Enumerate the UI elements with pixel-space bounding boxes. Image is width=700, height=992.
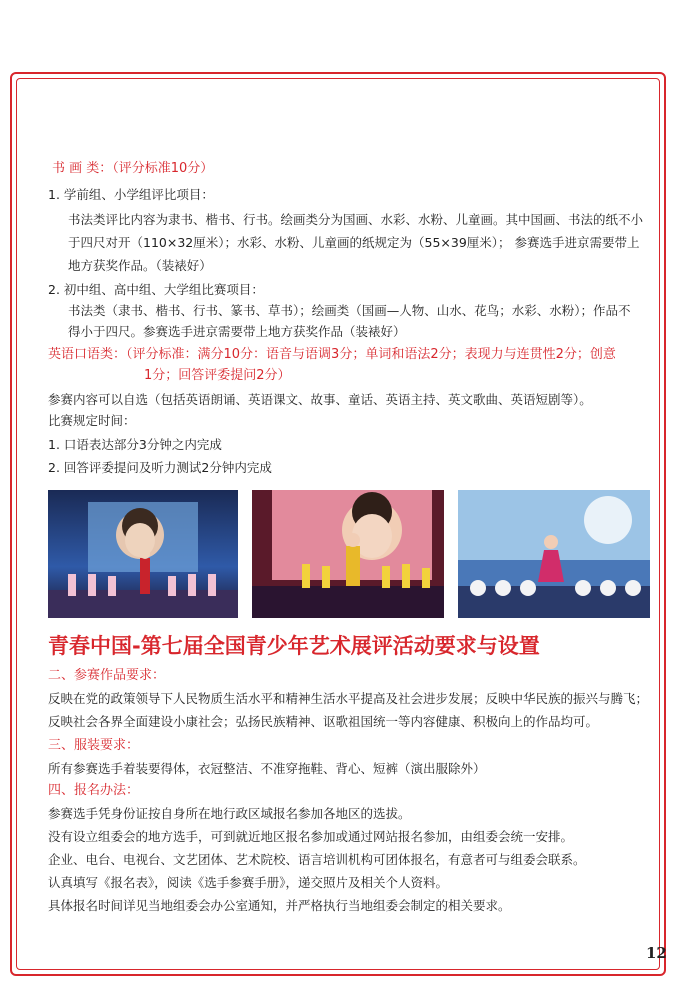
section-text: 认真填写《报名表》，阅读《选手参赛手册》，递交照片及相关个人资料。 — [48, 875, 449, 890]
section-text: 企业、电台、电视台、文艺团体、艺术院校、语言培训机构可团体报名，有意者可与组委会联系。 — [48, 852, 586, 867]
section-text: 没有设立组委会的地方选手，可到就近地区报名参加或通过网站报名参加，由组委会统一安排。 — [48, 829, 574, 844]
calligraphy-item2-title: 2. 初中组、高中组、大学组比赛项目： — [48, 282, 264, 297]
main-title: 青春中国-第七届全国青少年艺术展评活动要求与设置 — [48, 634, 540, 658]
calligraphy-item1-text: 地方获奖作品。（装裱好） — [68, 258, 212, 273]
calligraphy-item2-text: 书法类（隶书、楷书、行书、篆书、草书）；绘画类（国画—人物、山水、花鸟；水彩、水粉）；作品不 — [68, 303, 631, 318]
english-heading-cont: 1分；回答评委提问2分） — [144, 368, 291, 383]
section-text: 具体报名时间详见当地组委会办公室通知，并严格执行当地组委会制定的相关要求。 — [48, 898, 511, 913]
english-content: 参赛内容可以自选（包括英语朗诵、英语课文、故事、童话、英语主持、英文歌曲、英语短剧等）。 — [48, 392, 592, 407]
stage-photo-1 — [48, 490, 238, 618]
calligraphy-item2-text: 得小于四尺。参赛选手进京需要带上地方获奖作品（装裱好） — [68, 324, 406, 339]
section-text: 所有参赛选手着装要得体，衣冠整洁、不准穿拖鞋、背心、短裤（演出服除外） — [48, 761, 486, 776]
section-text: 反映在党的政策领导下人民物质生活水平和精神生活水平提高及社会进步发展；反映中华民族的振兴与腾飞； — [48, 691, 649, 706]
calligraphy-item1-text: 于四尺对开（110×32厘米）；水彩、水粉、儿童画的纸规定为（55×39厘米）； 参赛选手进京需要带上 — [68, 235, 640, 250]
section-heading: 三、服装要求： — [48, 738, 140, 753]
section-heading: 四、报名办法： — [48, 783, 140, 798]
calligraphy-item1-title: 1. 学前组、小学组评比项目： — [48, 187, 214, 202]
calligraphy-heading: 书 画 类：（评分标准10分） — [52, 161, 214, 176]
section-heading: 二、参赛作品要求： — [48, 668, 166, 683]
english-rule: 2. 回答评委提问及听力测试2分钟内完成 — [48, 460, 272, 475]
english-rule: 1. 口语表达部分3分钟之内完成 — [48, 437, 222, 452]
stage-photo-2 — [252, 490, 444, 618]
english-rules-title: 比赛规定时间： — [48, 413, 136, 428]
english-heading: 英语口语类：（评分标准：满分10分：语音与语调3分；单词和语法2分；表现力与连贯性2分；创意 — [48, 347, 616, 362]
section-text: 反映社会各界全面建设小康社会；弘扬民族精神、讴歌祖国统一等内容健康、积极向上的作品均可。 — [48, 714, 599, 729]
calligraphy-item1-text: 书法类评比内容为隶书、楷书、行书。绘画类分为国画、水彩、水粉、儿童画。其中国画、书法的纸不小 — [68, 212, 644, 227]
section-text: 参赛选手凭身份证按自身所在地行政区域报名参加各地区的选拔。 — [48, 806, 411, 821]
page-number: 12 — [646, 944, 667, 962]
stage-photo-3 — [458, 490, 650, 618]
